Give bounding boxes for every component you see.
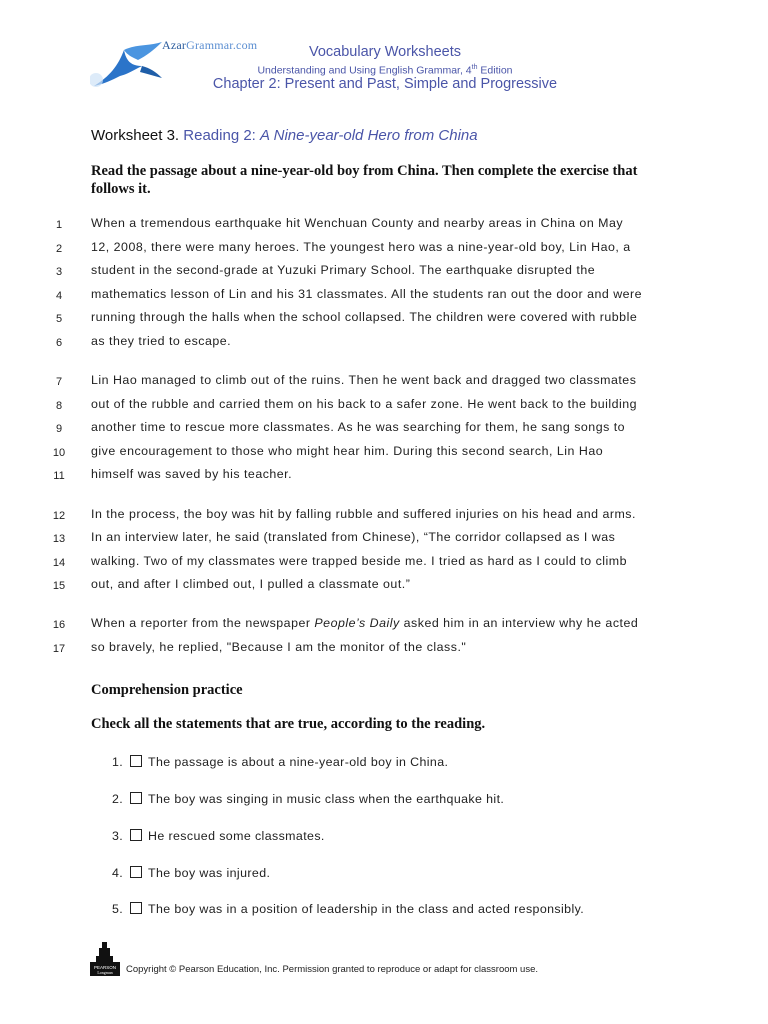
- line-text: walking. Two of my classmates were trapped beside me. I tried as hard as I could to climb: [91, 554, 627, 568]
- statement-item: [112, 792, 504, 806]
- line-number: 5: [55, 313, 63, 325]
- comprehension-instruction: Check all the statements that are true, according to the reading.: [91, 716, 486, 732]
- line-number: 14: [52, 557, 66, 569]
- line-number: 11: [53, 470, 65, 482]
- line-number: 13: [52, 533, 66, 545]
- statement-text: He rescued some classmates.: [148, 829, 325, 843]
- statement-text: The boy was singing in music class when the earthquake hit.: [148, 792, 505, 806]
- passage-line: [0, 420, 768, 440]
- line-text: out, and after I climbed out, I pulled a classmate out.”: [91, 577, 411, 591]
- passage-line: [0, 616, 768, 636]
- bird-logo-icon: [90, 36, 170, 96]
- passage-instructions: Read the passage about a nine-year-old boy from China. Then complete the exercise that follows it.: [91, 163, 638, 197]
- statement-number: 4.: [112, 866, 124, 880]
- worksheet-title: [91, 127, 478, 144]
- statement-number: 1.: [112, 755, 124, 769]
- pearson-logo-label: PEARSON: [93, 965, 117, 970]
- checkbox[interactable]: [130, 755, 142, 767]
- line-number: 16: [52, 619, 66, 631]
- line-text: 12, 2008, there were many heroes. The youngest hero was a nine-year-old boy, Lin Hao, a: [91, 240, 631, 254]
- line-text: In the process, the boy was hit by falling rubble and suffered injuries on his head and arms.: [91, 507, 636, 521]
- passage-line: [0, 444, 768, 464]
- logo-text: AzarGrammar.com: [162, 38, 258, 52]
- statement-item: [112, 866, 270, 880]
- chapter-title: Chapter 2: Present and Past, Simple and Progressive: [212, 76, 558, 92]
- line-number: 17: [52, 643, 66, 655]
- passage-line: [0, 530, 768, 550]
- line-text: When a reporter from the newspaper People’s Daily asked him in an interview why he acted: [91, 616, 639, 630]
- line-text: as they tried to escape.: [91, 334, 232, 348]
- line-number: 10: [52, 447, 66, 459]
- line-number: 7: [55, 376, 63, 388]
- line-number: 1: [55, 219, 63, 231]
- line-text: so bravely, he replied, "Because I am the monitor of the class.": [91, 640, 467, 654]
- statement-text: The boy was in a position of leadership in the class and acted responsibly.: [148, 902, 585, 916]
- checkbox[interactable]: [130, 829, 142, 841]
- line-number: 4: [55, 290, 63, 302]
- statement-number: 5.: [112, 902, 124, 916]
- comprehension-heading: Comprehension practice: [91, 682, 243, 698]
- line-text: student in the second-grade at Yuzuki Primary School. The earthquake disrupted the: [91, 263, 596, 277]
- header-title: Vocabulary Worksheets: [308, 44, 462, 60]
- line-text: When a tremendous earthquake hit Wenchuan County and nearby areas in China on May: [91, 216, 624, 230]
- line-number: 12: [52, 510, 66, 522]
- header-subtitle: Understanding and Using English Grammar, 4th Edition: [257, 64, 513, 77]
- line-number: 15: [52, 580, 66, 592]
- line-text: running through the halls when the school collapsed. The children were covered with rubble: [91, 310, 638, 324]
- statement-item: [112, 755, 448, 769]
- statement-text: The boy was injured.: [148, 866, 271, 880]
- line-text: out of the rubble and carried them on his back to a safer zone. He went back to the building: [91, 397, 638, 411]
- passage-line: [0, 467, 768, 487]
- passage-line: [0, 334, 768, 354]
- passage-line: [0, 507, 768, 527]
- passage-line: [0, 310, 768, 330]
- pearson-logo-sub: Longman: [97, 970, 113, 975]
- passage-line: [0, 577, 768, 597]
- passage-line: [0, 373, 768, 393]
- line-text: In an interview later, he said (translated from Chinese), “The corridor collapsed as I was: [91, 530, 616, 544]
- line-number: 9: [55, 423, 63, 435]
- statement-number: 2.: [112, 792, 124, 806]
- checkbox[interactable]: [130, 792, 142, 804]
- passage-line: [0, 287, 768, 307]
- line-number: 6: [55, 337, 63, 349]
- line-number: 2: [55, 243, 63, 255]
- newspaper-name: People’s Daily: [314, 616, 400, 630]
- checkbox[interactable]: [130, 902, 142, 914]
- worksheet-label: Worksheet 3.: [91, 127, 180, 144]
- passage-line: [0, 397, 768, 417]
- reading-label: Reading 2:: [183, 127, 256, 144]
- passage-line: [0, 240, 768, 260]
- pearson-logo-icon: [90, 940, 120, 976]
- checkbox[interactable]: [130, 866, 142, 878]
- line-text: himself was saved by his teacher.: [91, 467, 293, 481]
- line-text: Lin Hao managed to climb out of the ruins. Then he went back and dragged two classmates: [91, 373, 637, 387]
- passage-line: [0, 216, 768, 236]
- line-number: 8: [55, 400, 63, 412]
- line-text: give encouragement to those who might hear him. During this second search, Lin Hao: [91, 444, 604, 458]
- statement-item: [112, 829, 325, 843]
- passage-line: [0, 640, 768, 660]
- copyright-notice: Copyright © Pearson Education, Inc. Permission granted to reproduce or adapt for classroom use.: [126, 964, 539, 975]
- passage-line: [0, 263, 768, 283]
- line-text: mathematics lesson of Lin and his 31 classmates. All the students ran out the door and were: [91, 287, 643, 301]
- passage-line: [0, 554, 768, 574]
- statement-text: The passage is about a nine-year-old boy in China.: [148, 755, 449, 769]
- reading-title: A Nine-year-old Hero from China: [260, 127, 478, 144]
- statement-item: [112, 902, 584, 916]
- line-number: 3: [55, 266, 63, 278]
- line-text: another time to rescue more classmates. As he was searching for them, he sang songs to: [91, 420, 626, 434]
- statement-number: 3.: [112, 829, 124, 843]
